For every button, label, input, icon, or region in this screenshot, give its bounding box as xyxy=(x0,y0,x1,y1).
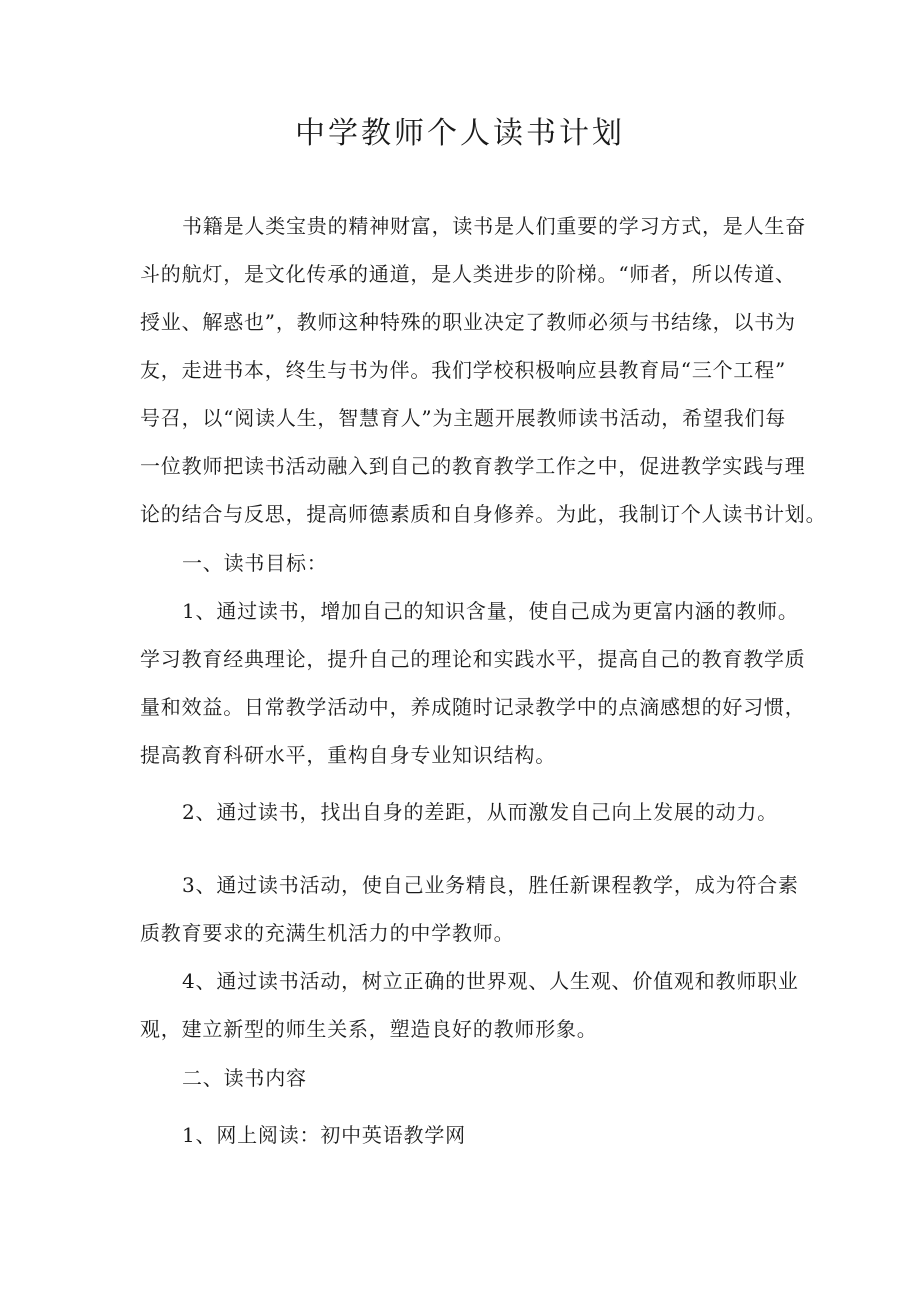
goal-1-line-2: 学习教育经典理论，提升自己的理论和实践水平，提高自己的教育教学质 xyxy=(140,647,806,671)
intro-line-3: 授业、解惑也”，教师这种特殊的职业决定了教师必须与书结缘，以书为 xyxy=(140,310,796,334)
goal-3-line-2: 质教育要求的充满生机活力的中学教师。 xyxy=(140,921,515,945)
intro-line-1: 书籍是人类宝贵的精神财富，读书是人们重要的学习方式，是人生奋 xyxy=(182,214,806,238)
goal-3-line-1: 3、通过读书活动，使自己业务精良，胜任新课程教学，成为符合素 xyxy=(182,873,799,897)
goal-1-line-3: 量和效益。日常教学活动中，养成随时记录教学中的点滴感想的好习惯， xyxy=(140,695,806,719)
document-title: 中学教师个人读书计划 xyxy=(295,116,625,151)
goal-1-line-1: 1、通过读书，增加自己的知识含量，使自己成为更富内涵的教师。 xyxy=(182,599,799,623)
intro-line-4: 友，走进书本，终生与书为伴。我们学校积极响应县教育局“三个工程” xyxy=(140,358,787,382)
intro-line-5: 号召，以“阅读人生，智慧育人”为主题开展教师读书活动，希望我们每 xyxy=(140,406,787,430)
goal-4-line-2: 观，建立新型的师生关系，塑造良好的教师形象。 xyxy=(140,1017,598,1041)
content-1-line-1: 1、网上阅读：初中英语教学网 xyxy=(182,1123,466,1147)
section-heading-content: 二、读书内容 xyxy=(182,1066,307,1090)
goal-2-line-1: 2、通过读书，找出自身的差距，从而激发自己向上发展的动力。 xyxy=(182,800,778,824)
intro-line-2: 斗的航灯，是文化传承的通道，是人类进步的阶梯。“师者，所以传道、 xyxy=(140,262,796,286)
goal-4-line-1: 4、通过读书活动，树立正确的世界观、人生观、价值观和教师职业 xyxy=(182,969,799,993)
intro-line-6: 一位教师把读书活动融入到自己的教育教学工作之中，促进教学实践与理 xyxy=(140,454,806,478)
section-heading-goals: 一、读书目标： xyxy=(182,551,328,575)
intro-line-7: 论的结合与反思，提高师德素质和自身修养。为此，我制订个人读书计划。 xyxy=(140,502,827,526)
goal-1-line-4: 提高教育科研水平，重构自身专业知识结构。 xyxy=(140,743,556,767)
